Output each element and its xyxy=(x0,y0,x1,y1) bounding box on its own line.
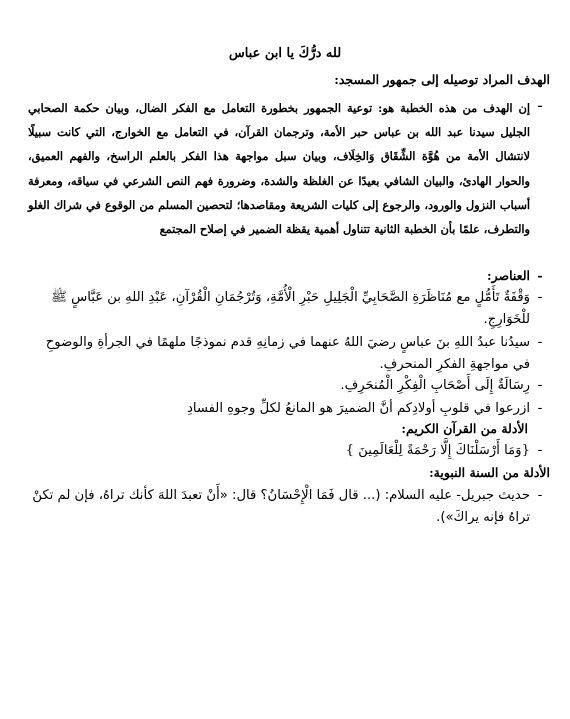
element-item-1 xyxy=(28,287,550,331)
element-item-2 xyxy=(28,332,550,376)
element-item-text: سيدُنا عبدُ اللهِ بنَ عباسٍ رضيَ اللهُ عنهما في زمانِهِ قدم نموذجًا ملهمًا في الجرأةِ والوضوحِ في مواجهةِ الفكرِ المنحرفِ. xyxy=(45,335,530,372)
sunnah-hadith: حديث جبريل- عليه السلام: (... قال فَمَا الْإِحْسَانُ؟ قال: «أَنْ تعبدَ اللهَ كأنك تراهُ، فإن لم تكنْ تراهُ فإنه يراكَ»). xyxy=(32,488,530,525)
goal-paragraph: إن الهدف من هذه الخطبة هو: توعية الجمهور بخطورة التعامل مع الفكر الضال، وبيان حكمة الصحابي الجليل سيدنا عبد الله بن عباس حبر الأمة، وترجمان القرآن، في التعامل مع الخوارج، التي كانت سبيلًا لانتشال الأمة من هُوَّة الشِّقَاق وَالخِلَاف، وبيان سبل مواجهة هذا الفكر بالعلم الراسخ، والفهم العميق، والحوار الهادئ، والبيان الشافي بعيدًا عن الغلظة والشدة، وضرورة فهم النص الشرعي في سياقه، ومعرفة أسباب النزول والورود، والرجوع إلى كليات الشريعة ومقاصدها؛ لتحصين المسلم من الوقوع في شراك الغلو والتطرف، علمًا بأن الخطبة الثانية تتناول أهمية يقظة الضمير في إصلاح المجتمع xyxy=(28,101,530,237)
element-item-3 xyxy=(28,375,550,397)
bullet-dash: - xyxy=(537,268,543,283)
sunnah-item xyxy=(28,485,550,529)
sunnah-heading: الأدلة من السنة النبوية: xyxy=(429,465,550,480)
quran-item xyxy=(28,440,550,462)
element-item-text: رِسَالَةٌ إِلَى أَصْحَابِ الْفِكْرِ الْمُنحَرِفِ. xyxy=(340,378,530,393)
bullet-dash: - xyxy=(537,378,543,393)
elements-heading: العناصر: xyxy=(486,268,530,283)
bullet-dash: - xyxy=(537,96,543,115)
elements-heading-row xyxy=(28,268,550,283)
element-item-text: وَقْفَةٌ تَأَمُّلٍ مع مُنَاظَرَةِ الصَّحَابِيِّ الْجَلِيلِ حَبْرِ الْأُمَّةِ، وَتُرْجُمَانِ الْقُرْآنِ، عَبْدِ اللهِ بن عَبَّاسٍ ﷺ للْخَوَارِجِ. xyxy=(50,290,530,327)
bullet-dash: - xyxy=(537,290,543,305)
bullet-dash: - xyxy=(537,335,543,350)
quran-verse: {وَمَا أَرْسَلْنَاكَ إِلَّا رَحْمَةً لِلْعَالَمِينَ } xyxy=(345,443,530,458)
page-title: لله درُّكَ يا ابن عباس xyxy=(228,46,342,61)
bullet-dash: - xyxy=(537,401,543,416)
goal-heading: الهدف المراد توصيله إلى جمهور المسجد: xyxy=(334,72,550,87)
quran-heading: الأدلة من القرآن الكريم: xyxy=(401,421,528,436)
goal-item xyxy=(28,96,550,241)
element-item-text: ازرعوا في قلوبِ أولادِكم أنَّ الضميرَ هو المانعُ لكلِّ وجوهِ الفسادِ xyxy=(186,401,530,416)
bullet-dash: - xyxy=(537,488,543,503)
element-item-4 xyxy=(28,398,550,420)
bullet-dash: - xyxy=(537,443,543,458)
